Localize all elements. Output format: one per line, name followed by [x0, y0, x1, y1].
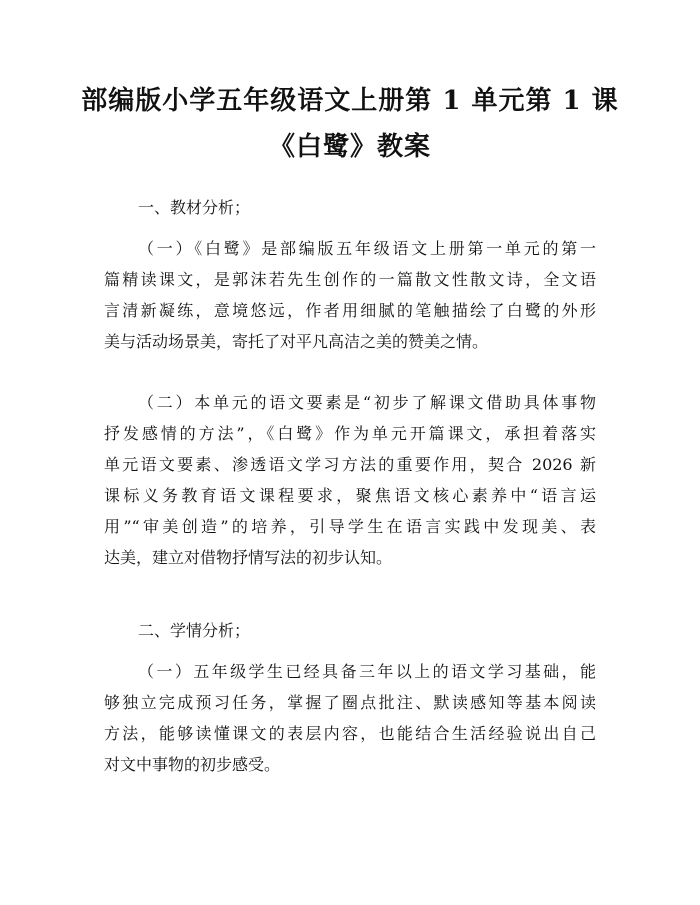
paragraph-line: 抒发感情的方法”，《白鹭》作为单元开篇课文，承担着落实 [104, 424, 596, 443]
section-heading-learner-analysis: 二、学情分析； [138, 621, 251, 640]
paragraph-line: （二）本单元的语文要素是“初步了解课文借助具体事物 [138, 393, 596, 412]
paragraph-line: 课标义务教育语文课程要求，聚焦语文核心素养中“语言运 [104, 486, 596, 505]
paragraph-line: 达美，建立对借物抒情写法的初步认知。 [104, 548, 393, 567]
document-title-line-1: 部编版小学五年级语文上册第 1 单元第 1 课 [81, 86, 619, 116]
paragraph-line: 用”“审美创造”的培养，引导学生在语言实践中发现美、表 [104, 517, 596, 536]
paragraph-line: 够独立完成预习任务，掌握了圈点批注、默读感知等基本阅读 [104, 693, 596, 712]
paragraph-line: 篇精读课文，是郭沫若先生创作的一篇散文性散文诗，全文语 [104, 270, 596, 289]
paragraph-learner-analysis-1 [104, 656, 596, 780]
paragraph-line: （一）《白鹭》是部编版五年级语文上册第一单元的第一 [138, 239, 596, 258]
paragraph-line: （一）五年级学生已经具备三年以上的语文学习基础，能 [138, 662, 596, 681]
section-heading-textbook-analysis: 一、教材分析； [138, 198, 251, 217]
paragraph-line: 方法，能够读懂课文的表层内容，也能结合生活经验说出自己 [104, 724, 596, 743]
document-title-line-2: 《白鹭》教案 [268, 132, 431, 162]
paragraph-line: 美与活动场景美，寄托了对平凡高洁之美的赞美之情。 [104, 332, 489, 351]
paragraph-line: 言清新凝练，意境悠远，作者用细腻的笔触描绘了白鹭的外形 [104, 301, 596, 320]
paragraph-textbook-analysis-2 [104, 387, 596, 573]
paragraph-line: 单元语文要素、渗透语文学习方法的重要作用，契合 2026 新 [104, 455, 596, 474]
paragraph-line: 对文中事物的初步感受。 [104, 755, 281, 774]
paragraph-textbook-analysis-1 [104, 233, 596, 357]
